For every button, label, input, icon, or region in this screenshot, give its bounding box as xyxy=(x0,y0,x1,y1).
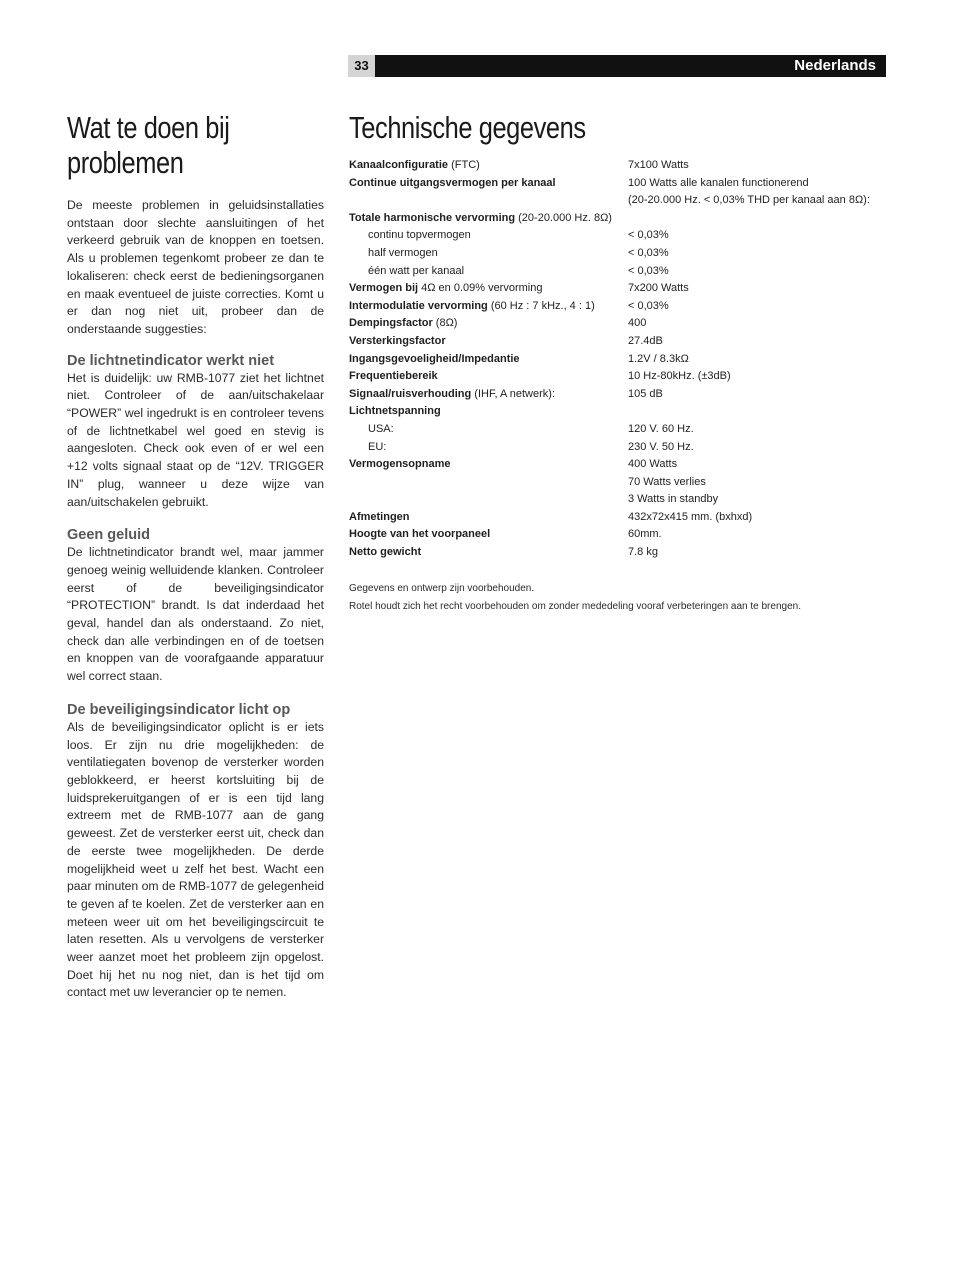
spec-label-detail: (8Ω) xyxy=(432,317,458,330)
spec-label xyxy=(349,386,555,404)
disclaimer-note: Rotel houdt zich het recht voorbehouden om zonder mededeling vooraf verbeteringen aan te brengen. xyxy=(349,600,801,612)
spec-row xyxy=(349,491,889,509)
disclaimer-note: Gegevens en ontwerp zijn voorbehouden. xyxy=(349,582,535,594)
spec-label xyxy=(349,210,612,228)
spec-value: 60mm. xyxy=(628,528,662,541)
spec-label-detail: USA: xyxy=(368,422,394,435)
spec-label-bold: Hoogte van het voorpaneel xyxy=(349,528,491,541)
spec-row xyxy=(349,298,889,316)
spec-row xyxy=(349,368,889,386)
spec-label-detail: 4Ω en 0.09% vervorming xyxy=(418,282,543,295)
spec-row xyxy=(349,157,889,175)
spec-row xyxy=(349,509,889,527)
spec-row xyxy=(349,526,889,544)
spec-value: 7x100 Watts xyxy=(628,159,689,171)
spec-value: 400 Watts xyxy=(628,458,678,471)
spec-label xyxy=(368,245,438,263)
spec-label-detail: half vermogen xyxy=(368,246,438,259)
spec-label-bold: Netto gewicht xyxy=(349,546,422,559)
spec-value: 3 Watts in standby xyxy=(628,493,719,506)
spec-row xyxy=(349,280,889,298)
spec-label-detail: (FTC) xyxy=(448,159,480,171)
section-heading: Geen geluid xyxy=(67,527,150,544)
spec-label xyxy=(368,263,464,281)
spec-label xyxy=(349,403,441,421)
spec-label xyxy=(349,333,446,351)
spec-label-bold: Vermogen bij xyxy=(349,282,419,295)
spec-row xyxy=(349,421,889,439)
spec-value: 70 Watts verlies xyxy=(628,475,706,488)
troubleshooting-title: Wat te doen bij problemen xyxy=(67,110,230,180)
specifications-title: Technische gegevens xyxy=(349,110,586,145)
spec-label-bold: Kanaalconfiguratie xyxy=(349,159,449,171)
spec-label-detail: (20-20.000 Hz. 8Ω) xyxy=(515,211,612,224)
spec-label-bold: Frequentiebereik xyxy=(349,370,438,383)
spec-row xyxy=(349,175,889,193)
spec-label-detail: EU: xyxy=(368,440,387,453)
spec-label xyxy=(368,421,394,439)
spec-value: 10 Hz-80kHz. (±3dB) xyxy=(628,370,731,383)
spec-label xyxy=(349,280,542,298)
spec-table xyxy=(349,157,889,562)
section-heading: De beveiligingsindicator licht op xyxy=(67,701,291,718)
spec-value: < 0,03% xyxy=(628,299,669,312)
spec-value: 1.2V / 8.3kΩ xyxy=(628,352,689,365)
spec-label-bold: Afmetingen xyxy=(349,510,410,523)
section-text: De lichtnetindicator brandt wel, maar jammer genoeg weinig welluidende klanken. Controleer eerst of de beveiligingsindicator “PROTECTION” brandt. Is dat inderdaad het geval, handel dan als onderstaand. Zo niet, check dan alle verbindingen en of de toetsen en knoppen van de voorafgaande apparatuur wel correct staan. xyxy=(67,545,324,684)
spec-label-bold: Dempingsfactor xyxy=(349,317,433,330)
spec-row xyxy=(349,263,889,281)
spec-label xyxy=(349,368,438,386)
spec-label xyxy=(349,351,520,369)
spec-row xyxy=(349,474,889,492)
spec-value: 230 V. 50 Hz. xyxy=(628,440,694,453)
spec-value: < 0,03% xyxy=(628,246,669,259)
spec-row xyxy=(349,333,889,351)
spec-row xyxy=(349,403,889,421)
spec-value: < 0,03% xyxy=(628,229,669,242)
spec-row xyxy=(349,227,889,245)
section-text: Als de beveiligingsindicator oplicht is er iets loos. Er zijn nu drie mogelijkheden: de ventilatiegaten bovenop de versterker worden geblokkeerd, er heerst kortsluiting bij de luidsprekeruitgangen of er is een tijd lang extreem met de RMB-1077 aan de gang geweest. Zet de versterker eerst uit, check dan de eerste twee mogelijkheden. De derde mogelijkheid weet u zelf het best. Wacht een paar minuten om de RMB-1077 de gelegenheid te geven af te koelen. Zet de versterker aan en meteen weer uit om het beveiligingscircuit te laten resetten. Als u vervolgens de versterker weer aanzet moet het probleem zijn opgelost. Doet hij het nu nog niet, dan is het tijd om contact met uw leverancier op te nemen. xyxy=(67,719,324,1000)
specifications-column xyxy=(349,110,889,616)
spec-label-bold: Signaal/ruisverhouding xyxy=(349,387,472,400)
spec-label xyxy=(349,509,410,527)
spec-label xyxy=(368,439,386,457)
section-heading: De lichtnetindicator werkt niet xyxy=(67,352,275,369)
spec-label-detail: (IHF, A netwerk): xyxy=(471,387,555,400)
spec-label xyxy=(349,315,457,333)
spec-value: 432x72x415 mm. (bxhxd) xyxy=(628,510,753,523)
spec-label-bold: Continue uitgangsvermogen per kanaal xyxy=(349,176,556,189)
spec-label xyxy=(349,544,421,562)
spec-value: 7x200 Watts xyxy=(628,282,689,295)
intro-paragraph: De meeste problemen in geluidsinstallaties ontstaan door slechte aansluitingen of het verkeerd gebruik van de knoppen en toetsen. Als u problemen tegenkomt probeer ze dan te lokaliseren: check eerst de bedieningsorganen en maak eventueel de juiste correcties. Komt u er dan nog niet uit, probeer dan de onderstaande suggesties: xyxy=(67,198,324,336)
spec-row xyxy=(349,439,889,457)
spec-row xyxy=(349,315,889,333)
language-label: Nederlands xyxy=(794,57,876,74)
spec-label-bold: Vermogensopname xyxy=(349,458,451,471)
spec-label-bold: Intermodulatie vervorming xyxy=(349,299,488,312)
spec-label-bold: Ingangsgevoeligheid/Impedantie xyxy=(349,352,520,365)
spec-row xyxy=(349,386,889,404)
spec-label xyxy=(349,298,595,316)
spec-value: (20-20.000 Hz. < 0,03% THD per kanaal aan 8Ω): xyxy=(628,194,870,207)
spec-row xyxy=(349,456,889,474)
spec-label xyxy=(349,526,490,544)
spec-row xyxy=(349,544,889,562)
spec-row xyxy=(349,245,889,263)
spec-row xyxy=(349,351,889,369)
section-text: Het is duidelijk: uw RMB-1077 ziet het lichtnet niet. Controleer of de aan/uitschakelaar “POWER” wel ingedrukt is en controleer tevens of de lichtnetkabel wel goed en stevig is aangesloten. Check ook even of er wel een +12 volts signaal staat op de “12V. TRIGGER IN” plug, wanneer u deze wijze van aan/uitschakelen gebruikt. xyxy=(67,370,324,509)
spec-value: 100 Watts alle kanalen functionerend xyxy=(628,176,809,189)
spec-label-detail: één watt per kanaal xyxy=(368,264,465,277)
spec-value: < 0,03% xyxy=(628,264,669,277)
spec-value: 105 dB xyxy=(628,387,663,400)
spec-label-bold: Totale harmonische vervorming xyxy=(349,211,516,224)
spec-label xyxy=(368,227,471,245)
spec-label-bold: Versterkingsfactor xyxy=(349,334,446,347)
spec-value: 400 xyxy=(628,317,647,330)
spec-value: 7.8 kg xyxy=(628,546,658,559)
spec-label xyxy=(349,456,450,474)
spec-value: 27.4dB xyxy=(628,334,663,347)
page-number: 33 xyxy=(348,55,375,77)
spec-row xyxy=(349,192,889,210)
spec-value: 120 V. 60 Hz. xyxy=(628,422,694,435)
spec-label xyxy=(349,157,480,175)
troubleshooting-column xyxy=(67,110,324,1002)
spec-label-bold: Lichtnetspanning xyxy=(349,405,441,418)
spec-row xyxy=(349,210,889,228)
spec-label-detail: continu topvermogen xyxy=(368,229,471,242)
spec-label xyxy=(349,175,556,193)
spec-label-detail: (60 Hz : 7 kHz., 4 : 1) xyxy=(487,299,595,312)
